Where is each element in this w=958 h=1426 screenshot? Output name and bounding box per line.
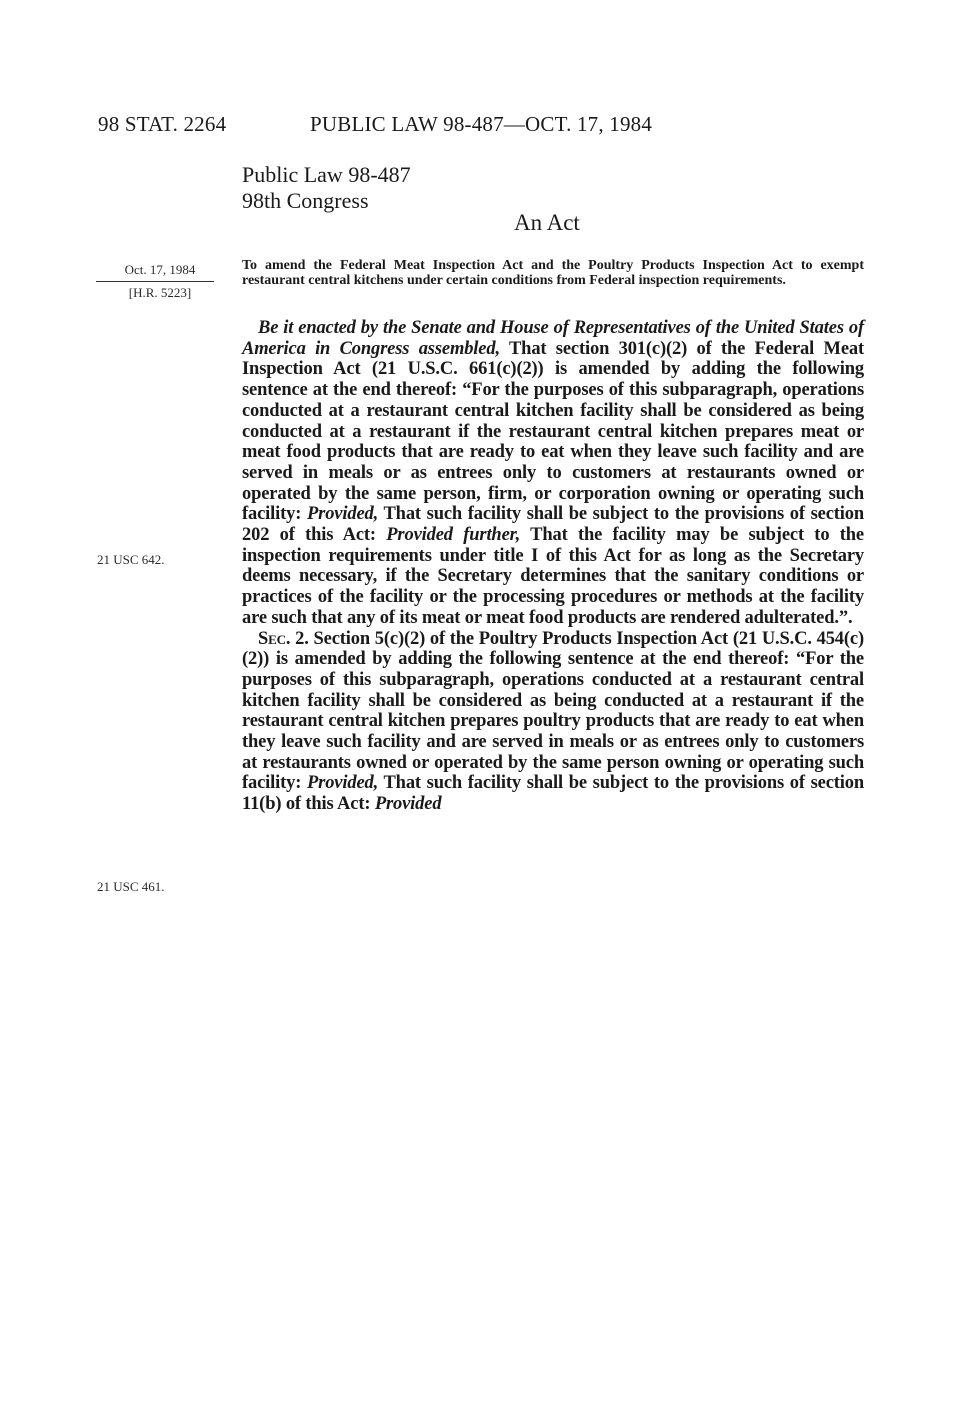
public-law-header: PUBLIC LAW 98-487—OCT. 17, 1984 xyxy=(310,112,653,136)
margin-usc-642: 21 USC 642. xyxy=(97,552,165,567)
margin-bill-number: [H.R. 5223] xyxy=(128,285,192,300)
statute-citation: 98 STAT. 2264 xyxy=(98,112,227,136)
section-1-text-a: That section 301(c)(2) of the Federal Meat Inspection Act (21 U.S.C. 661(c)(2)) is amended by adding the following sentence at the end thereof: “For the purposes of this subparagraph, operations conducted at a restaurant central kitchen facility shall be considered as being conducted at a restaurant if the restaurant central kitchen prepares meat or meat food products that are ready to eat when they leave such facility and are served in meals or as entrees only to customers at restaurants owned or operated by the same person, firm, or corporation owning or operating such facility: xyxy=(242,338,864,525)
section-2-text-a: Section 5(c)(2) of the Poultry Products Inspection Act (21 U.S.C. 454(c)(2)) is amended by adding the following sentence at the end thereof: “For the purposes of this subparagraph, operations conducted at a restaurant central kitchen facility shall be considered as being conducted at a restaurant if the restaurant central kitchen prepares poultry products that are ready to eat when they leave such facility and are served in meals or as entrees only to customers at restaurants owned or operated by the same person owning or operating such facility: xyxy=(242,628,864,794)
section-1-text-c: That the facility may be subject to the inspection requirements under title I of this Act for as long as the Secretary deems necessary, if the Secretary determines that the sanitary conditions or practices of the facility or the processing procedures or methods at the facility are such that any of its meat or meat food products are rendered adulterated.”. xyxy=(242,525,864,628)
congress-number: 98th Congress xyxy=(242,188,369,213)
provided-further: Provided further, xyxy=(386,525,521,546)
public-law-number: Public Law 98-487 xyxy=(242,162,411,187)
margin-date: Oct. 17, 1984 xyxy=(124,262,196,277)
margin-divider xyxy=(96,281,214,282)
law-title xyxy=(242,162,411,214)
act-purpose: To amend the Federal Meat Inspection Act and the Poultry Products Inspection Act to exempt restaurant central kitchens under certain conditions from Federal inspection requirements. xyxy=(242,258,864,288)
enacting-clause: Be it enacted by the Senate and House of Representatives of the United States of America in Congress assembled, xyxy=(242,318,864,359)
section-2 xyxy=(242,629,864,815)
margin-usc-461: 21 USC 461. xyxy=(97,879,165,894)
provided-2: Provided, xyxy=(307,773,379,794)
section-2-label: Sec. 2. xyxy=(258,628,309,649)
section-1 xyxy=(242,318,864,629)
section-1-text-b: That such facility shall be subject to the provisions of section 202 of this Act: xyxy=(242,504,864,546)
provided-end: Provided xyxy=(374,794,442,815)
section-2-text-b: That such facility shall be subject to the provisions of section 11(b) of this Act: xyxy=(242,773,864,815)
act-body xyxy=(242,318,864,815)
act-heading: An Act xyxy=(514,210,580,235)
provided-1: Provided, xyxy=(307,504,379,525)
